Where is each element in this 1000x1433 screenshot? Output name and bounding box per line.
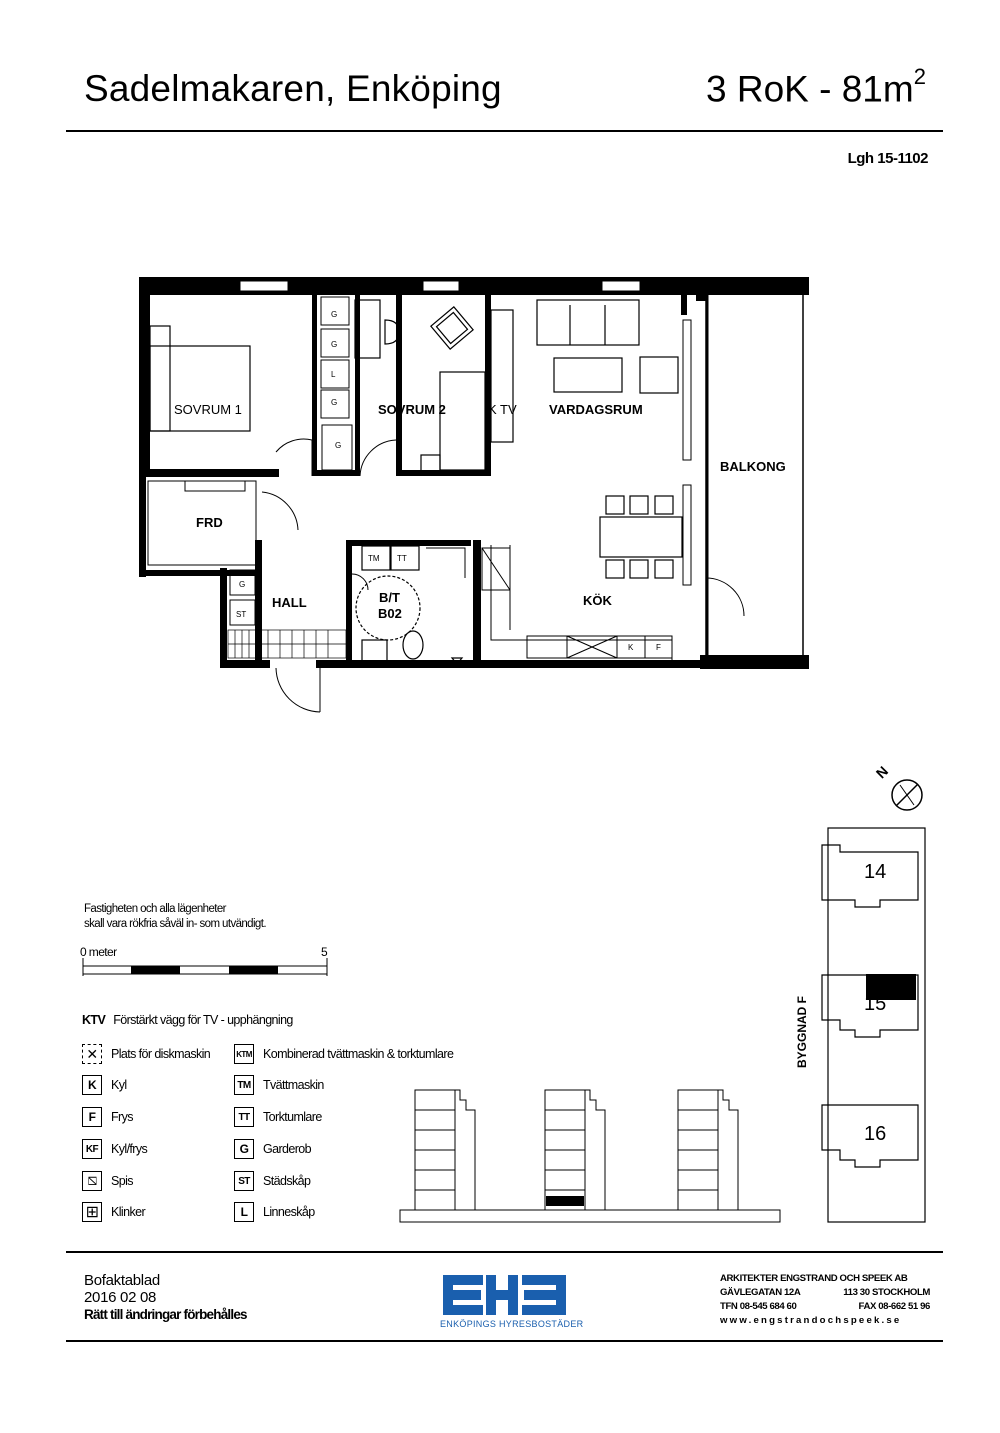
kitchen-counter	[482, 545, 672, 660]
legend-symbol: F	[82, 1107, 102, 1127]
room-bt-2: B02	[378, 606, 402, 621]
room-bt-1: B/T	[379, 590, 400, 605]
legend-ktv	[82, 1013, 293, 1027]
scale-start-label: 0 meter	[80, 945, 117, 959]
legend-label: Frys	[111, 1110, 133, 1124]
legend-symbol: ST	[234, 1171, 254, 1191]
legend-label: Linneskåp	[263, 1205, 315, 1219]
legend-f	[82, 1107, 133, 1127]
architect-fax: FAX 08-662 51 96	[858, 1301, 930, 1312]
legend-label: Städskåp	[263, 1174, 311, 1188]
legend-label: Torktumlare	[263, 1110, 322, 1124]
legend-symbol: TM	[234, 1075, 254, 1095]
fixture-g: G	[331, 398, 338, 407]
fixture-tm: TM	[368, 554, 380, 563]
fixture-g: G	[331, 310, 338, 319]
apartment-size-sup: 2	[913, 64, 926, 89]
scale-bar	[83, 958, 327, 976]
legend-symbol: L	[234, 1202, 254, 1222]
room-vardagsrum: VARDAGSRUM	[549, 402, 643, 417]
legend-label: Plats för diskmaskin	[111, 1047, 211, 1061]
footer-info	[84, 1272, 247, 1323]
doc-type: Bofaktablad	[84, 1272, 160, 1289]
legend-label: Kombinerad tvättmaskin & torktumlare	[263, 1047, 454, 1061]
compass	[873, 763, 922, 810]
door-swings	[262, 439, 744, 712]
note-line-2: skall vara rökfria såväl in- som utvändigt.	[84, 918, 266, 930]
architect-info	[720, 1272, 930, 1328]
house-15: 15	[864, 993, 887, 1015]
fixture-f: F	[656, 643, 661, 652]
smoke-free-note	[84, 902, 266, 932]
fixture-g: G	[335, 441, 342, 450]
architect-street: GÄVLEGATAN 12A	[720, 1287, 801, 1298]
room-hall: HALL	[272, 595, 307, 610]
logo-subtitle: ENKÖPINGS HYRESBOSTÄDER	[440, 1319, 584, 1329]
legend-label: Garderob	[263, 1142, 312, 1156]
legend-label: Förstärkt vägg för TV - upphängning	[113, 1013, 293, 1027]
disclaimer: Rätt till ändringar förbehålles	[84, 1307, 247, 1322]
desk	[355, 300, 485, 475]
architect-city: 113 30 STOCKHOLM	[843, 1287, 930, 1298]
doc-date: 2016 02 08	[84, 1289, 157, 1306]
legend-tm	[234, 1075, 324, 1095]
legend-k	[82, 1075, 127, 1095]
building-elevation	[400, 1090, 780, 1222]
note-line-1: Fastigheten och alla lägenheter	[84, 903, 226, 915]
ehb-logo	[443, 1275, 566, 1315]
house-16: 16	[864, 1123, 887, 1145]
dining-table	[600, 496, 682, 578]
living-furniture	[491, 300, 678, 442]
legend-label: Klinker	[111, 1205, 146, 1219]
legend-symbol: G	[234, 1139, 254, 1159]
architect-phone: TFN 08-545 684 60	[720, 1301, 797, 1312]
legend-label: Kyl/frys	[111, 1142, 148, 1156]
dishwasher-icon: ✕	[82, 1044, 102, 1064]
legend-kf	[82, 1139, 147, 1159]
room-sovrum1: SOVRUM 1	[174, 402, 242, 417]
legend-dishwasher	[82, 1044, 210, 1064]
legend-tile	[82, 1202, 145, 1222]
footer-divider-top	[66, 1251, 943, 1253]
scale-end-label: 5	[321, 945, 328, 959]
building-label: BYGGNAD F	[795, 996, 809, 1068]
legend-ktm	[234, 1044, 453, 1064]
ktv-marker: K TV	[488, 402, 517, 417]
legend-label: Kyl	[111, 1078, 127, 1092]
legend-label: Tvättmaskin	[263, 1078, 324, 1092]
legend-g	[234, 1139, 311, 1159]
footer-divider-bottom	[66, 1340, 943, 1342]
tile-icon: ⊞	[82, 1202, 102, 1222]
legend-symbol: KTV	[82, 1013, 106, 1027]
fixture-g: G	[239, 580, 246, 589]
legend-label: Spis	[111, 1174, 133, 1188]
architect-website: www.engstrandochspeek.se	[720, 1315, 902, 1326]
legend-symbol: KTM	[234, 1044, 254, 1064]
bathroom-fixtures	[356, 546, 462, 664]
fixture-g: G	[331, 340, 338, 349]
fixture-l: L	[331, 370, 336, 379]
room-sovrum2: SOVRUM 2	[378, 402, 446, 417]
page-title: Sadelmakaren, Enköping	[84, 68, 502, 109]
room-frd: FRD	[196, 515, 223, 530]
fixture-tt: TT	[397, 554, 407, 563]
tile-floor	[228, 630, 346, 658]
legend-stove	[82, 1171, 133, 1191]
legend-st	[234, 1171, 310, 1191]
fixture-st: ST	[236, 610, 247, 619]
architect-address	[720, 1286, 930, 1300]
legend-symbol: TT	[234, 1107, 254, 1127]
site-plan	[822, 828, 925, 1222]
apartment-size-text: 3 RoK - 81m	[706, 68, 914, 110]
room-kok: KÖK	[583, 593, 612, 608]
legend-tt	[234, 1107, 322, 1127]
house-14: 14	[864, 861, 887, 883]
architect-contact	[720, 1300, 930, 1314]
apartment-id: Lgh 15-1102	[847, 150, 928, 167]
fixture-k: K	[628, 643, 634, 652]
architect-name: ARKITEKTER ENGSTRAND OCH SPEEK AB	[720, 1273, 908, 1284]
legend-l	[234, 1202, 315, 1222]
legend-symbol: KF	[82, 1139, 102, 1159]
room-balkong: BALKONG	[720, 459, 786, 474]
stove-icon: ⧅	[82, 1171, 102, 1191]
legend-symbol: K	[82, 1075, 102, 1095]
compass-n: N	[872, 762, 892, 782]
